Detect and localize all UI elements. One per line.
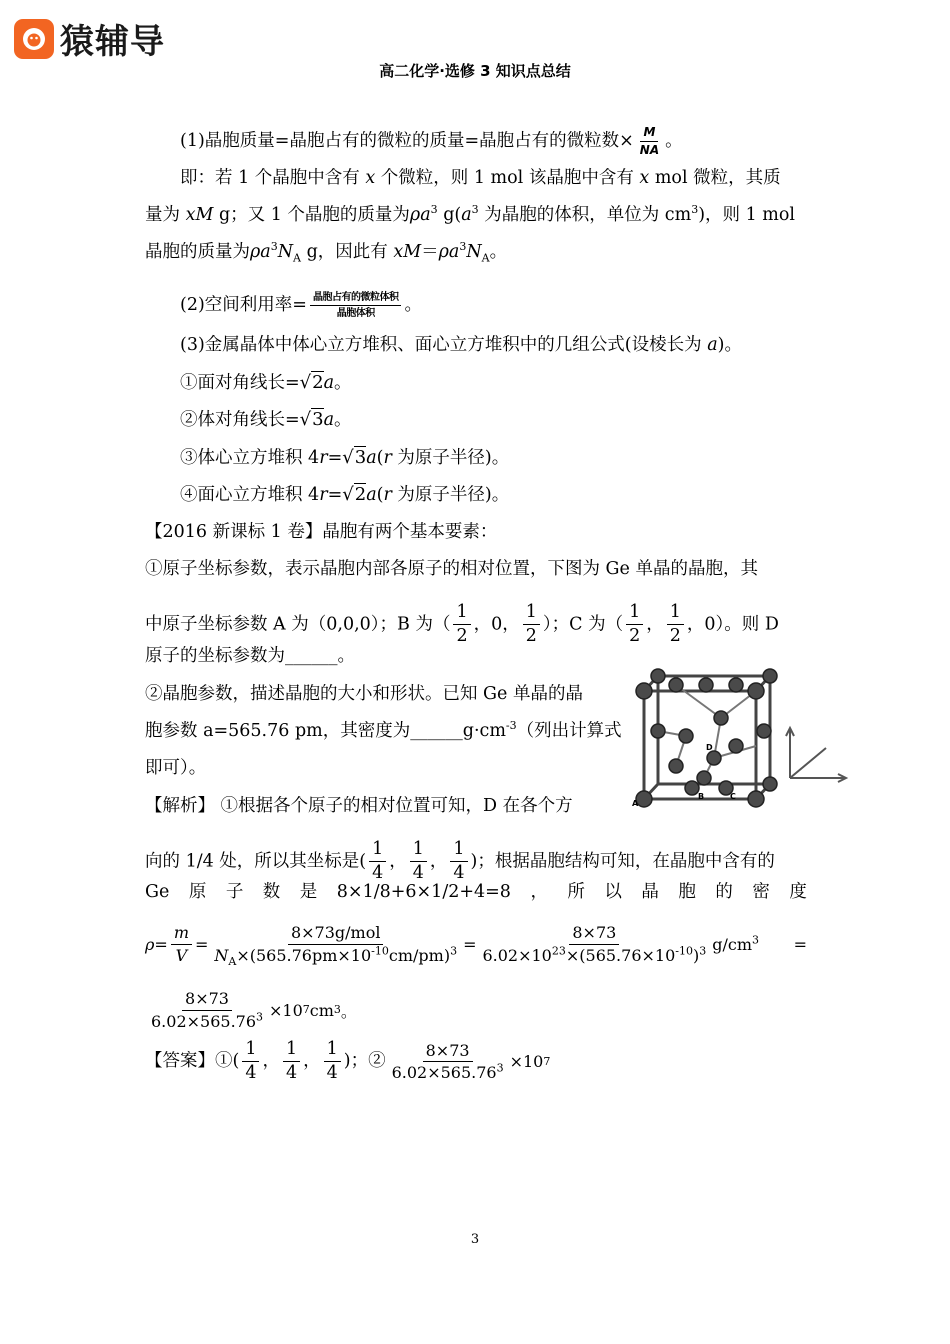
density-formula	[145, 923, 807, 968]
text: ，	[389, 851, 407, 872]
answer-line: 【答案】①( $\frac{1}{4}$ ， $\frac{1}{4}$ ， $\frac{1}{4}$ )；② $\frac{8\times 73}{6.02\times 565.76^3}$ ×10 7	[145, 1039, 551, 1084]
var-a: a	[323, 373, 335, 393]
exp: 3	[691, 203, 699, 217]
formula-body-diagonal	[180, 411, 352, 430]
solution-line1: 【解析】 ①根据各个原子的相对位置可知，D 在各个方	[145, 796, 573, 816]
var-x: x	[365, 168, 376, 188]
fraction-quarter	[369, 840, 386, 884]
atom	[697, 771, 711, 785]
text: 即：若 1 个晶胞中含有	[180, 168, 366, 188]
text: =	[463, 934, 477, 954]
radicand: 3	[354, 447, 367, 468]
text: 是	[299, 882, 318, 902]
frac-den: 2	[525, 626, 537, 647]
exp: 23	[551, 944, 566, 958]
atom	[748, 683, 764, 699]
text: ②体对角线长=	[180, 410, 300, 430]
text: ③体心立方堆积 4	[180, 448, 320, 468]
fraction-density-1	[211, 923, 460, 968]
radicand: 2	[354, 484, 367, 505]
var-a: a	[366, 448, 377, 468]
question-line4: ②晶胞参数，描述晶胞的大小和形状。已知 Ge 单晶的晶	[145, 684, 583, 704]
formula-fcc	[180, 486, 509, 505]
text: ，	[530, 882, 548, 902]
label-a: A	[632, 799, 639, 808]
var-a: a	[323, 410, 335, 430]
paragraph-explain-line2	[145, 203, 796, 225]
sqrt: √2	[342, 484, 367, 505]
text: 。	[334, 373, 352, 393]
frac-den: 4	[326, 1063, 338, 1084]
atom	[714, 711, 728, 725]
paragraph-explain-line3	[145, 240, 508, 265]
exp: -10	[371, 944, 389, 958]
text: 6.02×10	[482, 945, 552, 965]
text: =	[793, 934, 807, 954]
text: ①面对角线长=	[180, 373, 300, 393]
text: g；又 1 个晶胞的质量为	[213, 205, 410, 225]
text: ，0，	[473, 614, 520, 635]
text: =	[327, 448, 343, 468]
text: =	[194, 934, 209, 954]
paragraph-explain-line1	[180, 170, 781, 188]
var-r: r	[319, 448, 328, 468]
var-xm: xM	[185, 205, 214, 225]
frac-num: 1	[523, 603, 540, 625]
exp: 3	[450, 944, 458, 958]
atom	[699, 678, 713, 692]
radicand: 2	[312, 372, 324, 393]
text: 为原子半径)。	[391, 485, 510, 505]
fraction-half	[667, 603, 684, 647]
frac-den: 2	[456, 626, 468, 647]
frac-num: 8×73	[182, 990, 232, 1011]
text: 密	[752, 882, 770, 902]
frac-den: 4	[412, 863, 424, 884]
text: 晶胞的质量为	[145, 242, 250, 262]
var-n: N	[277, 242, 294, 262]
fraction-m-over-v	[171, 924, 192, 964]
exp: 3	[699, 944, 707, 958]
text: 所	[567, 882, 585, 902]
text: 6.02×565.76	[151, 1011, 257, 1031]
atom	[651, 669, 665, 683]
question-line2	[145, 603, 779, 647]
fraction-answer-density	[389, 1042, 507, 1082]
var-rho: ρ	[145, 934, 155, 954]
var-rho-a: ρa	[438, 242, 460, 262]
exp: 3	[430, 203, 438, 217]
page-number: 3	[470, 1232, 480, 1247]
frac-num: 1	[453, 603, 470, 625]
atom	[707, 751, 721, 765]
var-m: m	[173, 923, 189, 942]
text: (	[376, 448, 384, 468]
frac-num: 1	[242, 1040, 259, 1062]
question-title: 【2016 新课标 1 卷】晶胞有两个基本要素：	[145, 522, 498, 542]
question-line1: ①原子坐标参数，表示晶胞内部各原子的相对位置，下图为 Ge 单晶的晶胞，其	[145, 559, 758, 579]
text: ＝	[421, 242, 439, 262]
frac-den	[148, 1011, 266, 1031]
atom	[763, 777, 777, 791]
text: 。	[340, 1001, 357, 1021]
text: ×10	[509, 1051, 544, 1071]
monkey-face-icon	[20, 25, 48, 53]
logo-badge	[14, 19, 54, 59]
frac-den: 2	[669, 626, 681, 647]
text: 为晶胞的体积，单位为 cm	[478, 205, 692, 225]
text: )，则 1 mol	[698, 205, 796, 225]
text: ×(565.76pm×10	[236, 945, 372, 965]
fraction-quarter	[450, 840, 467, 884]
fraction-density-2	[479, 924, 709, 964]
text: ，	[303, 1051, 321, 1071]
text: 向的 1/4 处，所以其坐标是(	[145, 851, 367, 872]
text: ，	[262, 1051, 280, 1071]
frac-num: 1	[369, 840, 386, 862]
text: )。	[717, 335, 742, 355]
frac-den	[479, 945, 709, 965]
text: 的	[715, 882, 733, 902]
text: 。	[665, 131, 683, 152]
var-a: a	[461, 205, 472, 225]
frac-num: 1	[324, 1040, 341, 1062]
text: cm/pm)	[388, 945, 451, 965]
var-n: N	[214, 945, 229, 965]
var-r: r	[319, 485, 328, 505]
var-xm: xM	[393, 242, 422, 262]
text: (	[376, 485, 384, 505]
var-r: r	[383, 448, 392, 468]
exp: -3	[505, 719, 517, 733]
fraction-quarter	[283, 1040, 300, 1084]
fraction-volume-ratio	[310, 292, 402, 319]
exp: 3	[256, 1010, 264, 1024]
page-header: 高二化学·选修 3 知识点总结	[379, 62, 571, 80]
atom	[729, 739, 743, 753]
label-c: C	[730, 792, 736, 801]
var-rho-a: ρa	[409, 205, 431, 225]
paragraph-space-utilization	[180, 292, 422, 319]
var-x: x	[639, 168, 650, 188]
text: ，0）。则 D	[686, 614, 779, 635]
frac-num: 1	[283, 1040, 300, 1062]
exp: 3	[496, 1061, 504, 1075]
text: 数	[262, 882, 281, 902]
sub: A	[481, 251, 490, 265]
formula-face-diagonal	[180, 374, 352, 393]
exp: 3	[270, 240, 278, 254]
text: g(	[437, 205, 462, 225]
frac-num: 8×73	[423, 1042, 473, 1063]
atom	[748, 791, 764, 807]
radicand: 3	[312, 409, 324, 430]
text: (3)金属晶体中体心立方堆积、面心立方堆积中的几组公式(设棱长为	[180, 335, 708, 355]
fraction-quarter	[410, 840, 427, 884]
frac-den: 2	[629, 626, 641, 647]
atom	[679, 729, 693, 743]
var-a: a	[366, 485, 377, 505]
text: ×(565.76×10	[565, 945, 676, 965]
atom	[651, 724, 665, 738]
density-result: $\frac{8\times 73}{6.02\times 565.76^3}$ ×10 7 cm 3 。	[145, 990, 357, 1030]
atom	[763, 669, 777, 683]
paragraph-crystal-mass	[180, 126, 683, 157]
frac-den	[211, 944, 460, 968]
frac-num: 8×73g/mol	[288, 924, 384, 945]
var-n: N	[466, 242, 482, 262]
frac-num: 1	[667, 603, 684, 625]
text: 中原子坐标参数 A 为（0,0,0）；B 为（	[145, 614, 451, 635]
unit	[712, 935, 759, 954]
paragraph-metal-formulas	[180, 337, 742, 355]
frac-den: 4	[285, 1063, 298, 1084]
fraction-density-3	[148, 990, 266, 1030]
frac-den: 4	[245, 1063, 257, 1084]
text: ）；C 为（	[542, 614, 624, 635]
frac-num: 1	[410, 840, 427, 862]
fraction-m-over-na	[637, 126, 662, 157]
frac-den: 4	[372, 863, 384, 884]
frac-num: 1	[450, 840, 467, 862]
sub: A	[228, 954, 237, 968]
sqrt: √3	[342, 447, 367, 468]
text: 6.02×565.76	[391, 1063, 497, 1083]
text: 量为	[145, 205, 186, 225]
text: (2)空间利用率=	[180, 295, 307, 315]
atom	[669, 759, 683, 773]
question-line3: 原子的坐标参数为______。	[145, 646, 355, 666]
brand-logo	[14, 14, 165, 63]
text: 8×1/8+6×1/2+4=8	[336, 882, 511, 902]
atom	[669, 678, 683, 692]
question-line6: 即可）。	[145, 758, 207, 778]
text: =	[327, 485, 343, 505]
text: ，	[429, 851, 448, 872]
text: 胞参数 a=565.76 pm，其密度为______g·cm	[145, 721, 506, 741]
text: ④面心立方堆积 4	[180, 485, 320, 505]
label-d: D	[706, 743, 713, 752]
fraction-half	[523, 603, 540, 647]
formula-bcc	[180, 449, 509, 468]
text: )	[692, 945, 700, 965]
ge-crystal-cell-figure	[626, 666, 852, 814]
logo-text: 猿辅导	[60, 22, 165, 62]
atom	[636, 791, 652, 807]
atom	[757, 724, 771, 738]
fraction-half	[453, 603, 470, 647]
var-rho-a: ρa	[250, 242, 271, 262]
text: 原	[188, 882, 207, 902]
text: )；②	[343, 1051, 386, 1071]
fraction-quarter	[324, 1040, 341, 1084]
exp: 3	[459, 240, 467, 254]
text: 晶	[641, 882, 659, 902]
text: =	[154, 934, 168, 954]
text: 胞	[678, 882, 696, 902]
question-line5	[145, 719, 622, 741]
frac-num: 1	[626, 603, 643, 625]
solution-line3	[145, 884, 807, 902]
text: （列出计算式	[516, 721, 622, 741]
text: 以	[604, 882, 622, 902]
text: 子	[225, 882, 244, 902]
text: 为原子半径)。	[391, 448, 510, 468]
label-b: B	[698, 792, 705, 801]
var-a: a	[707, 335, 718, 355]
frac-den	[389, 1062, 507, 1082]
atom	[729, 678, 743, 692]
frac-den: NA	[639, 143, 660, 158]
text: g，因此有	[301, 242, 394, 262]
fraction-quarter	[242, 1040, 259, 1084]
exp: -10	[675, 944, 693, 958]
text: mol 微粒，其质	[649, 168, 781, 188]
frac-num: M	[643, 125, 656, 139]
atom	[636, 683, 652, 699]
exp: 3	[752, 933, 759, 947]
fraction-half	[626, 603, 643, 647]
frac-num: 晶胞占有的微粒体积	[310, 292, 402, 306]
text: cm	[309, 1000, 334, 1020]
text: 。	[334, 410, 352, 430]
var-v: V	[175, 945, 188, 965]
text: 。	[489, 242, 508, 262]
text: (1)晶胞质量=晶胞占有的微粒的质量=晶胞占有的微粒数×	[180, 131, 634, 152]
frac-den: 4	[453, 863, 465, 884]
text: 。	[404, 295, 422, 315]
text: 个微粒，则 1 mol 该晶胞中含有	[375, 168, 640, 188]
frac-num: 8×73	[569, 924, 619, 945]
atom	[685, 781, 699, 795]
solution-line2	[145, 840, 775, 884]
sqrt: √3	[299, 409, 324, 430]
sqrt: √2	[299, 372, 324, 393]
text: ，	[646, 614, 664, 635]
text: )；根据晶胞结构可知，在晶胞中含有的	[470, 851, 775, 872]
text: g/cm	[712, 934, 752, 954]
sub: A	[293, 251, 301, 265]
text: 【答案】①(	[145, 1051, 240, 1071]
text: Ge	[145, 882, 170, 902]
var-r: r	[383, 485, 392, 505]
axes-icon	[786, 728, 846, 782]
exp: 3	[471, 203, 479, 217]
frac-den: 晶胞体积	[336, 308, 375, 319]
text: ×10	[269, 1000, 303, 1020]
text: 度	[789, 882, 807, 902]
